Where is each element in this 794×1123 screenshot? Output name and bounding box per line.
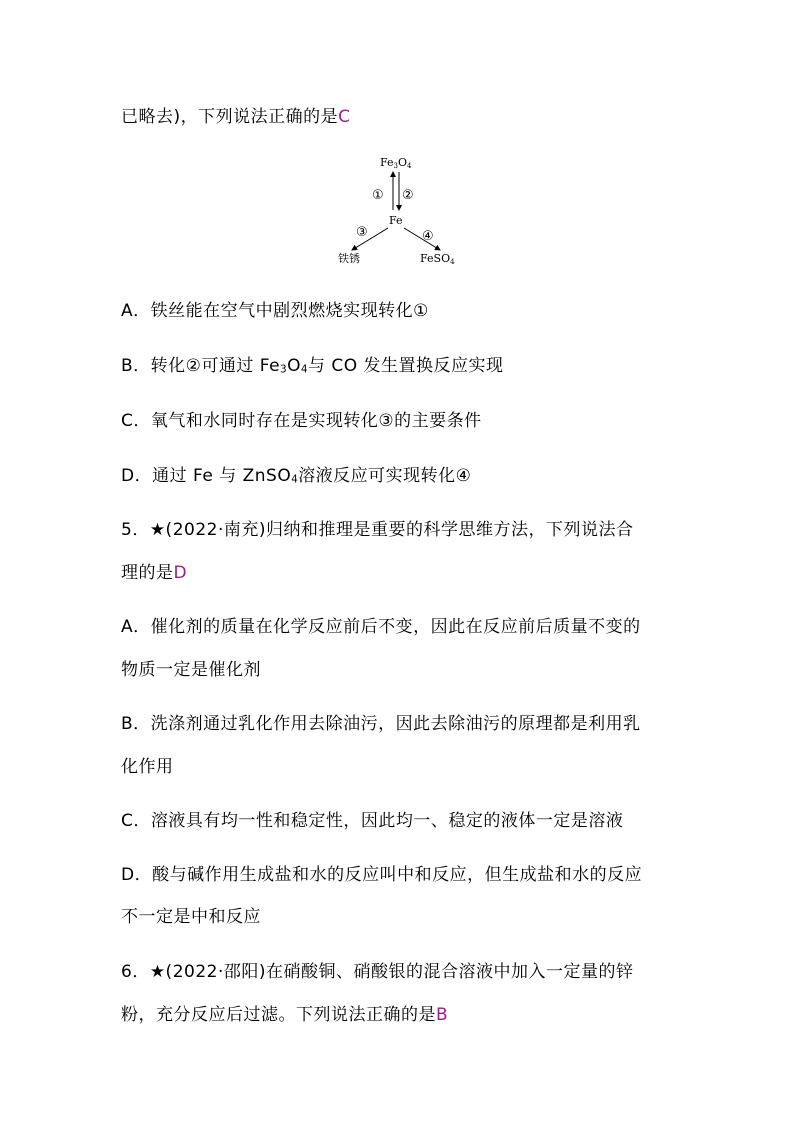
iron-conversion-diagram [336,150,466,268]
diagram-fe-label: Fe [389,214,403,227]
q5-answer: D [173,563,188,583]
q5-option-a-line1: A．催化剂的质量在化学反应前后不变，因此在反应前后质量不变的 [121,617,641,637]
q5-option-d-line1: D．酸与碱作用生成盐和水的反应叫中和反应，但生成盐和水的反应 [121,865,643,885]
q5-stem-line2: 理的是D [121,563,188,583]
q5-stem-line1: 5．★(2022·南充)归纳和推理是重要的科学思维方法，下列说法合 [121,520,634,540]
q4-stem-tail: 已略去)，下列说法正确的是C [121,107,351,127]
q4-answer: C [338,107,351,127]
label-4: ④ [422,229,434,244]
q6-answer: B [436,1005,449,1025]
diagram-feso4-label: FeSO4 [420,252,455,266]
q4-option-d: D．通过 Fe 与 ZnSO4溶液反应可实现转化④ [121,466,472,486]
q6-stem-line2: 粉，充分反应后过滤。下列说法正确的是B [121,1005,449,1025]
label-1: ① [372,188,384,203]
q5-option-c: C．溶液具有均一性和稳定性，因此均一、稳定的液体一定是溶液 [121,811,624,831]
q4-option-c: C．氧气和水同时存在是实现转化③的主要条件 [121,411,482,431]
label-2: ② [402,188,414,203]
q4-option-b: B．转化②可通过 Fe3O4与 CO 发生置换反应实现 [121,356,504,376]
q5-option-b-line1: B．洗涤剂通过乳化作用去除油污，因此去除油污的原理都是利用乳 [121,714,641,734]
q5-option-d-line2: 不一定是中和反应 [121,907,261,927]
diagram-fe3o4-label: Fe3O4 [380,156,412,170]
q5-option-a-line2: 物质一定是催化剂 [121,660,261,680]
q4-option-a: A．铁丝能在空气中剧烈燃烧实现转化① [121,301,429,321]
q5-option-b-line2: 化作用 [121,757,174,777]
q6-stem-line1: 6．★(2022·邵阳)在硝酸铜、硝酸银的混合溶液中加入一定量的锌 [121,962,634,982]
label-3: ③ [356,225,368,240]
diagram-rust-label: 铁锈 [338,252,360,265]
